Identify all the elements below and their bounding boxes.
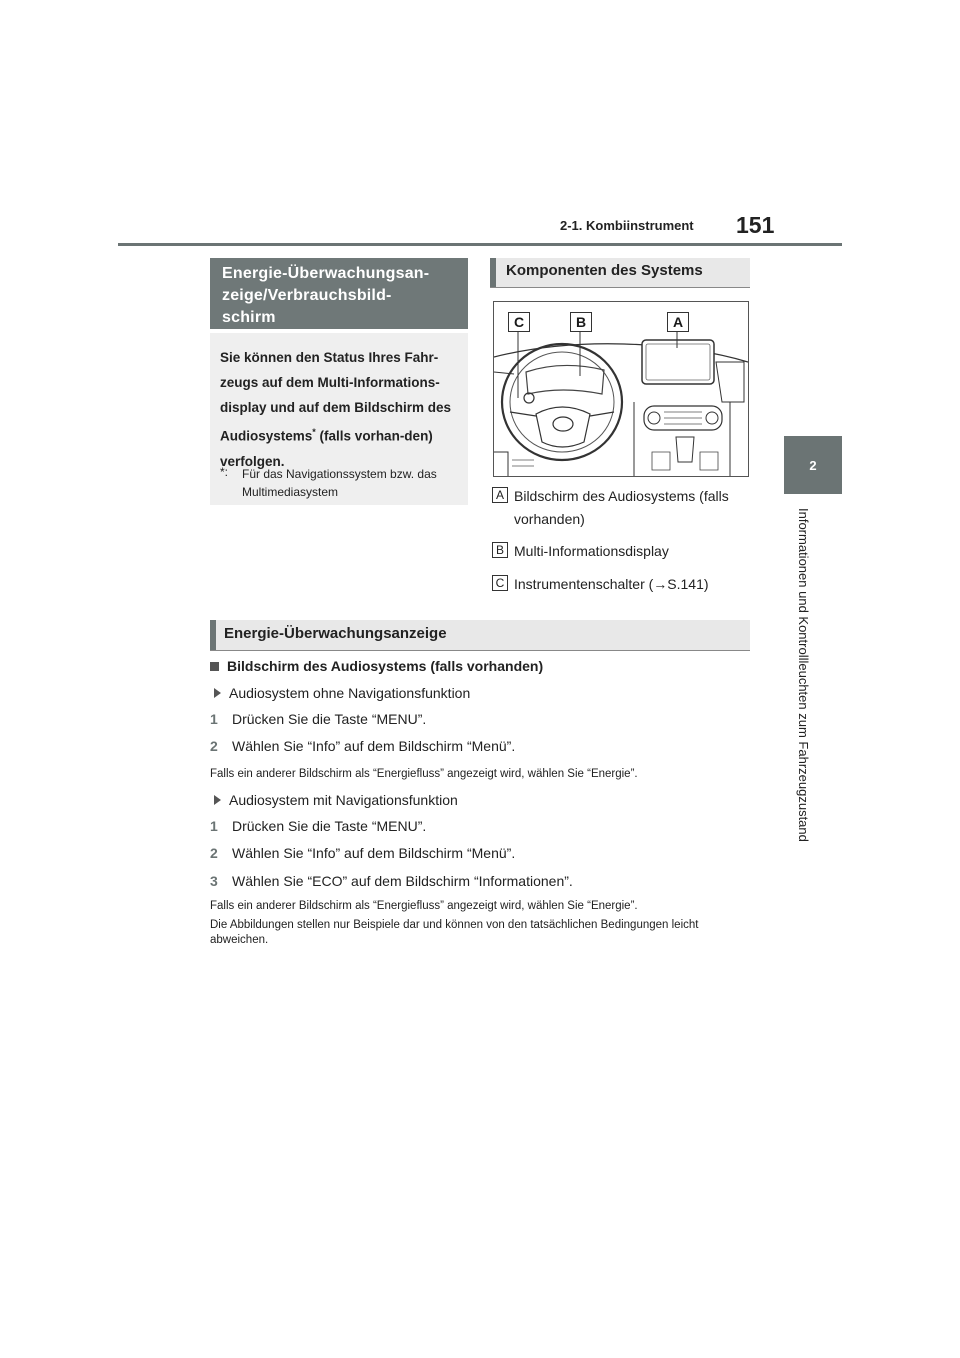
energy-monitor-title: Energie-Überwachungsanzeige <box>224 625 447 642</box>
chapter-title-vertical <box>795 508 813 858</box>
disclaimer: Die Abbildungen stellen nur Beispiele dar und können von den tatsächlichen Bedingungen leicht abweichen. <box>210 919 699 946</box>
chapter-tab: 2 <box>784 436 842 494</box>
group1-note: Falls ein anderer Bildschirm als “Energiefluss” angezeigt wird, wählen Sie “Energie”. <box>210 768 638 780</box>
header-divider <box>118 243 842 246</box>
step-number: 1 <box>210 818 218 834</box>
step-number: 2 <box>210 738 218 754</box>
dashboard-illustration <box>493 301 749 477</box>
left-box-header <box>210 258 468 329</box>
callout-c: C <box>508 312 530 332</box>
left-box-text-part1: Sie können den Status Ihres Fahr-zeugs auf dem Multi-Informations-display und auf dem Bildschirm des Audiosystems <box>220 350 452 444</box>
group1-step-1 <box>210 711 426 727</box>
legend-text-b: Multi-Informationsdisplay <box>514 543 669 559</box>
step-text: Wählen Sie “Info” auf dem Bildschirm “Menü”. <box>232 738 516 754</box>
left-box-title-line-2: zeige/Verbrauchsbild- <box>222 287 392 304</box>
group2-step-1 <box>210 818 426 834</box>
group2-note: Falls ein anderer Bildschirm als “Energiefluss” angezeigt wird, wählen Sie “Energie”. <box>210 900 638 912</box>
energy-monitor-rule <box>210 650 750 651</box>
components-header <box>490 258 750 287</box>
left-box-text-part2: (falls vorhan-den) verfolgen. <box>220 428 433 469</box>
square-bullet-icon <box>210 662 219 671</box>
legend-item-c <box>492 573 754 596</box>
legend-letter-a: A <box>492 487 508 503</box>
group2-title-text: Audiosystem mit Navigationsfunktion <box>229 792 458 808</box>
legend-item-b <box>492 540 754 563</box>
legend-item-a <box>492 485 754 531</box>
step-text: Wählen Sie “Info” auf dem Bildschirm “Menü”. <box>232 845 516 861</box>
components-header-rule <box>490 287 750 288</box>
step-number: 1 <box>210 711 218 727</box>
group2-step-2 <box>210 845 515 861</box>
footnote-text: Für das Navigationssystem bzw. das Multimediasystem <box>242 467 437 499</box>
footnote-marker: * <box>312 427 316 437</box>
subheading-text: Bildschirm des Audiosystems (falls vorhanden) <box>227 658 544 674</box>
page-number: 151 <box>736 212 775 238</box>
left-box-title-line-3: schirm <box>222 309 276 326</box>
callout-b: B <box>570 312 592 332</box>
step-text: Drücken Sie die Taste “MENU”. <box>232 818 427 834</box>
footnote-mark: *: <box>220 465 229 479</box>
chapter-title-text: Informationen und Kontrollleuchten zum Fahrzeugzustand <box>796 508 811 842</box>
group2-title <box>210 792 458 808</box>
step-text: Wählen Sie “ECO” auf dem Bildschirm “Informationen”. <box>232 873 573 889</box>
step-number: 2 <box>210 845 218 861</box>
step-number: 3 <box>210 873 218 889</box>
left-box-text <box>220 345 464 474</box>
callout-a: A <box>667 312 689 332</box>
left-box-title-line-1: Energie-Überwachungsan- <box>222 265 430 282</box>
legend-text-c: Instrumentenschalter (→S.141) <box>514 576 709 592</box>
triangle-bullet-icon <box>214 688 221 698</box>
group1-step-2 <box>210 738 515 754</box>
legend-letter-c: C <box>492 575 508 591</box>
group2-step-3 <box>210 873 573 889</box>
footnote <box>220 465 464 501</box>
energy-monitor-header <box>210 620 750 650</box>
dashboard-drawing <box>494 302 748 476</box>
components-title: Komponenten des Systems <box>506 262 703 279</box>
left-box-body <box>210 333 468 505</box>
step-text: Drücken Sie die Taste “MENU”. <box>232 711 427 727</box>
group1-title <box>210 685 470 701</box>
group1-title-text: Audiosystem ohne Navigationsfunktion <box>229 685 471 701</box>
triangle-bullet-icon <box>214 795 221 805</box>
legend-text-a: Bildschirm des Audiosystems (falls vorhanden) <box>514 488 729 527</box>
section-title: 2-1. Kombiinstrument <box>560 218 694 233</box>
legend-letter-b: B <box>492 542 508 558</box>
subheading <box>210 658 543 674</box>
